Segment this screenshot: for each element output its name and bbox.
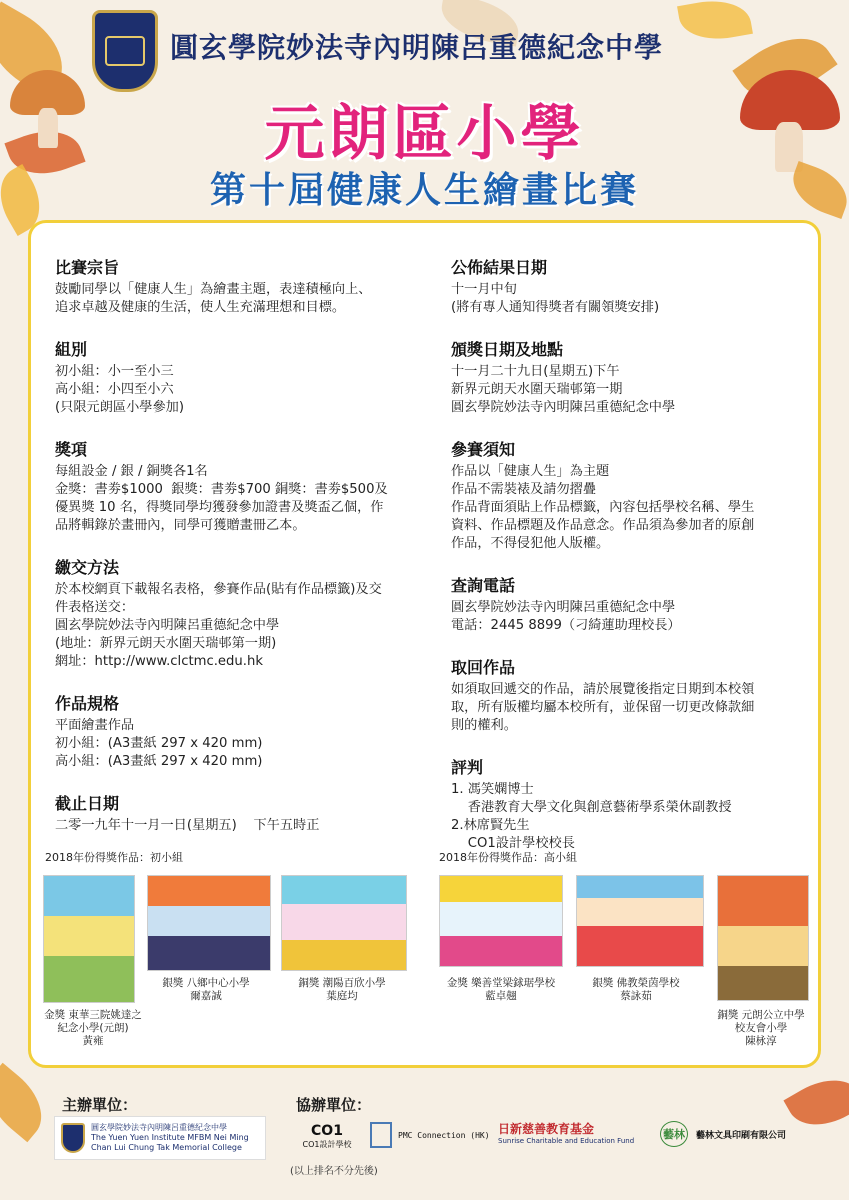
section-line: (只限元朗區小學參加)	[55, 400, 184, 415]
content-card	[28, 220, 821, 1068]
school-name: 圓玄學院妙法寺內明陳呂重德紀念中學	[170, 31, 664, 64]
section	[451, 337, 796, 417]
left-column	[55, 255, 415, 855]
section-line: 香港教育大學文化與創意藝術學系榮休副教授	[451, 800, 732, 815]
section-line: 作品，不得侵犯他人版權。	[451, 536, 610, 551]
section	[55, 555, 415, 671]
sunrise-text-cn: 日新慈善教育基金	[498, 1122, 595, 1136]
senior-silver-artwork	[576, 875, 704, 967]
yilin-logo: 藝林	[660, 1121, 688, 1147]
section-title: 評判	[451, 758, 484, 777]
pmc-logo-box	[370, 1118, 490, 1152]
section	[55, 255, 415, 317]
section-line: 件表格送交：	[55, 600, 135, 615]
senior-bronze-caption: 銅獎 元朗公立中學 校友會小學 陳栐淳	[717, 1009, 805, 1047]
junior-gold-caption: 金獎 東華三院姚達之 紀念小學(元朗) 黃雍	[44, 1009, 142, 1047]
section-line: 高小組：小四至小六	[55, 382, 174, 397]
section-line: 2.林席賢先生	[451, 818, 530, 833]
senior-gallery-label: 2018年份得獎作品：高小組	[439, 851, 577, 864]
section	[451, 437, 796, 553]
section-line: 高小組：(A3畫紙 297 x 420 mm)	[55, 754, 263, 769]
junior-bronze-artwork	[281, 875, 407, 971]
section-title: 公佈結果日期	[451, 258, 548, 277]
section-line: 圓玄學院妙法寺內明陳呂重德紀念中學	[451, 600, 676, 615]
section-line: 1. 馮笑嫻博士	[451, 782, 534, 797]
sub-title: 第十屆健康人生繪畫比賽	[209, 170, 639, 211]
organizer-text: 圓玄學院妙法寺內明陳呂重德紀念中學 The Yuen Yuen Institute MFBM Nei Ming Chan Lui Chung Tak Memorial College	[91, 1123, 249, 1152]
pmc-text: PMC Connection (HK)	[398, 1130, 490, 1140]
co1-text: CO1設計學校	[302, 1139, 352, 1149]
section-line: 圓玄學院妙法寺內明陳呂重德紀念中學	[55, 618, 280, 633]
section-line: 每組設金 / 銀 / 銅獎各1名	[55, 464, 208, 479]
section-line: 十一月中旬	[451, 282, 517, 297]
section-line: 優異獎 10 名，得獎同學均獲發參加證書及獎盃乙個，作	[55, 500, 384, 515]
section-line: (地址：新界元朗天水圍天瑞邨第一期)	[55, 636, 277, 651]
section-line: 如須取回遞交的作品，請於展覽後指定日期到本校領	[451, 682, 755, 697]
pmc-logo-icon	[370, 1122, 392, 1148]
section-line: 電話：2445 8899（刁綺蓮助理校長）	[451, 618, 681, 633]
junior-bronze-caption: 銅獎 潮陽百欣小學 葉庭均	[298, 977, 386, 1002]
section-line: 二零一九年十一月一日(星期五) 下午五時正	[55, 818, 320, 833]
co1-logo-box	[288, 1116, 366, 1156]
section-line: 作品以「健康人生」為主題	[451, 464, 610, 479]
section-line: 取，所有版權均屬本校所有，並保留一切更改條款細	[451, 700, 755, 715]
section	[451, 655, 796, 735]
junior-silver-artwork	[147, 875, 271, 971]
sunrise-logo-box	[498, 1120, 638, 1150]
section-line: 作品不需裝裱及請勿摺疊	[451, 482, 597, 497]
section-title: 組別	[55, 340, 88, 359]
section-line: 十一月二十九日(星期五)下午	[451, 364, 620, 379]
section-line: 新界元朗天水圍天瑞邨第一期	[451, 382, 623, 397]
section	[451, 255, 796, 317]
section-title: 作品規格	[55, 694, 120, 713]
senior-bronze-artwork	[717, 875, 809, 1001]
section-line: 金獎：書劵$1000 銀獎：書劵$700 銅獎：書劵$500及	[55, 482, 388, 497]
section-line: 圓玄學院妙法寺內明陳呂重德紀念中學	[451, 400, 676, 415]
main-title: 元朗區小學	[264, 99, 585, 169]
section-line: 平面繪畫作品	[55, 718, 135, 733]
section	[55, 791, 415, 835]
section-line: 初小組：小一至小三	[55, 364, 174, 379]
section-line: 資料、作品標題及作品意念。作品須為參加者的原創	[451, 518, 755, 533]
yilin-logo-box	[660, 1116, 810, 1152]
organizer-label: 主辦單位 ：	[62, 1094, 137, 1115]
section-title: 繳交方法	[55, 558, 120, 577]
section	[55, 691, 415, 771]
school-logo	[92, 10, 158, 92]
section	[55, 337, 415, 417]
section-title: 查詢電話	[451, 576, 516, 595]
organizer-logo-box	[54, 1116, 266, 1160]
section-title: 獎項	[55, 440, 88, 459]
junior-gold-artwork	[43, 875, 135, 1003]
section-line: 初小組：(A3畫紙 297 x 420 mm)	[55, 736, 263, 751]
senior-gold-caption: 金獎 樂善堂梁銶琚學校 藍卓翹	[446, 977, 556, 1002]
senior-silver-caption: 銀獎 佛教榮茵學校 蔡詠茹	[592, 977, 680, 1002]
leaf-decoration	[0, 1063, 56, 1142]
section-line: 品將輯錄於畫冊內，同學可獲贈畫冊乙本。	[55, 518, 306, 533]
section-line: 作品背面須貼上作品標籤，內容包括學校名稱、學生	[451, 500, 755, 515]
section-line: 於本校網頁下載報名表格，參賽作品(貼有作品標籤)及交	[55, 582, 382, 597]
section-title: 比賽宗旨	[55, 258, 120, 277]
section	[451, 573, 796, 635]
sunrise-text-en: Sunrise Charitable and Education Fund	[498, 1137, 635, 1145]
co1-logo: CO1	[311, 1122, 343, 1139]
section-line: CO1設計學校校長	[451, 836, 575, 851]
junior-silver-caption: 銀獎 八鄉中心小學 爾嘉誠	[162, 977, 250, 1002]
section-line: 網址：http://www.clctmc.edu.hk	[55, 654, 263, 669]
section-title: 參賽須知	[451, 440, 516, 459]
section-title: 截止日期	[55, 794, 120, 813]
section-title: 頒獎日期及地點	[451, 340, 564, 359]
section-line: 鼓勵同學以「健康人生」為繪畫主題，表達積極向上、	[55, 282, 372, 297]
section-line: 追求卓越及健康的生活，使人生充滿理想和目標。	[55, 300, 346, 315]
junior-gallery-label: 2018年份得獎作品：初小組	[45, 851, 183, 864]
section-title: 取回作品	[451, 658, 516, 677]
co-organizer-label: 協辦單位 ：	[296, 1094, 371, 1115]
section-line: (將有專人通知得獎者有關領獎安排)	[451, 300, 660, 315]
section	[55, 437, 415, 535]
section	[451, 755, 796, 853]
right-column	[451, 255, 796, 873]
section-line: 則的權利。	[451, 718, 517, 733]
footnote: (以上排名不分先後)	[290, 1166, 378, 1177]
senior-gold-artwork	[439, 875, 563, 967]
yilin-text: 藝林文具印刷有限公司	[696, 1130, 787, 1141]
school-logo-small	[61, 1123, 85, 1153]
